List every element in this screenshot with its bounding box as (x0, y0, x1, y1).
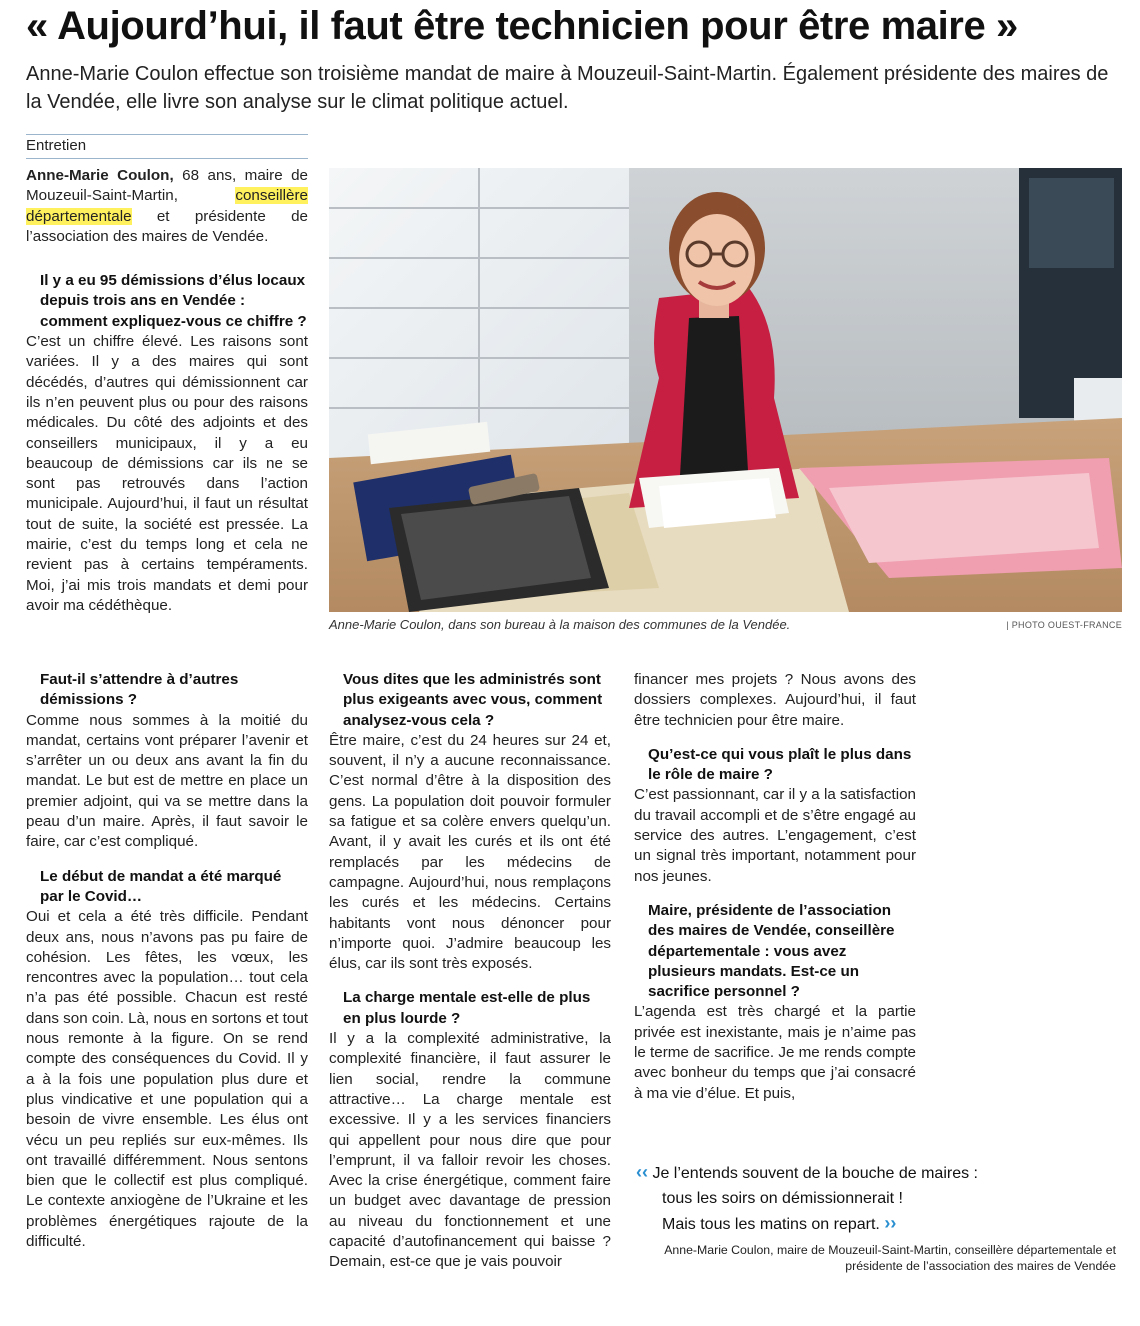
quote-open-icon: ‹‹ (636, 1162, 648, 1182)
answer-4: Être maire, c’est du 24 heures sur 24 et, souvent, il n’y a aucune reconnaissance. C’est normal d’être à la disposition des gens. La population doit pouvoir formuler sa fatigue et sa colère envers quelqu’un. Avant, il y avait les curés et ils ont été remplacés par les médecins de campagne. Aujourd’hui, nous remplaçons les curés et les médecins. Certains habitants vont nous dénoncer pour n’importe quoi. J’admire beaucoup les élus, car ils sont très exposés. (329, 731, 611, 973)
photo-caption: Anne-Marie Coulon, dans son bureau à la maison des communes de la Vendée. (329, 617, 791, 632)
answer-5-continued: financer mes projets ? Nous avons des dossiers complexes. Aujourd’hui, il faut être technicien pour être maire. (634, 671, 916, 729)
quote-text-1: Je l’entends souvent de la bouche de maires : (652, 1165, 978, 1182)
column-1-bottom (26, 670, 308, 1252)
answer-6: C’est passionnant, car il y a la satisfaction du travail accompli et de s’être engagé au service des autres. L’engagement, c’est un signal très important, notamment pour nos jeunes. (634, 786, 916, 885)
question-3: Le début de mandat a été marqué par le Covid… (40, 867, 282, 905)
pull-quote-line-3 (636, 1211, 1106, 1237)
column-3 (634, 670, 916, 1104)
standfirst: Anne-Marie Coulon effectue son troisième mandat de maire à Mouzeuil-Saint-Martin. Également présidente des maires de la Vendée, elle livre son analyse sur le climat politique actuel. (26, 63, 1109, 113)
answer-7: L’agenda est très chargé et la partie privée est inexistante, mais je n’aime pas le terme de sacrifice. Je me rends compte avec bonheur du temps que j’ai consacré à ma vie d’élue. Et puis, (634, 1003, 916, 1102)
column-2 (329, 670, 611, 1273)
quote-text-3: Mais tous les matins on repart. (662, 1216, 880, 1233)
question-7: Maire, présidente de l’association des maires de Vendée, conseillère départementale : vous avez plusieurs mandats. Est-ce un sacrifice personnel ? (648, 901, 895, 1001)
column-1-top (26, 166, 308, 616)
answer-5: Il y a la complexité administrative, la complexité financière, il faut assurer le lien social, rendre la commune attractive… La charge mentale est excessive. Il y a les services financiers qui appellent pour nous dire que pour l’emprunt, il va falloir revoir les choses. Avec la crise énergétique, comment faire un budget avec davantage de pression au niveau du fonctionnement et une capacité d’autofinancement qui baisse ? Demain, est-ce que je vais pouvoir (329, 1030, 611, 1271)
intro-paragraph (26, 166, 308, 247)
pull-quote (636, 1160, 1106, 1237)
question-4: Vous dites que les administrés sont plus exigeants avec vous, comment analysez-vous cela ? (343, 671, 603, 729)
answer-1: C’est un chiffre élevé. Les raisons sont variées. Il y a des maires qui sont décédés, d’autres qui démissionnent car ils n’en peuvent plus ou pour des raisons médicales. Du côté des adjoints et des conseillers municipaux, il y a eu beaucoup de démissions car ils ne se sont pas retrouvés dans l’action municipale. Aujourd’hui, il faut un résultat tout de suite, la société est pressée. La mairie, c’est du temps long et cela ne revient pas à certains tempéraments. Moi, j’ai mis trois mandats et demi pour avoir ma cédéthèque. (26, 333, 308, 614)
rubric-label: Entretien (26, 134, 308, 159)
answer-3: Oui et cela a été très difficile. Pendant deux ans, nous n’avons pas pu faire de cohésion. Les fêtes, les vœux, les rencontres avec la population… tout cela n’a pas été possible. Chacun est resté dans son coin. Là, nous en sortons et tout nous remonte à la figure. On se rend compte des conséquences du Covid. Il y a à la fois une population plus dure et plus vindicative et une population qui a besoin de vivre ensemble. Les élus ont vécu un peu repliés sur eux-mêmes. Ils ont travaillé différemment. Nous sentons bien que le collectif est plus compliqué. Le contexte anxiogène de l’Ukraine et les problèmes énergétiques rajoute de la difficulté. (26, 908, 308, 1251)
headline: « Aujourd’hui, il faut être technicien pour être maire » (26, 4, 1018, 48)
quote-attribution: Anne-Marie Coulon, maire de Mouzeuil-Saint-Martin, conseillère départementale et présidente de l’association des maires de Vendée (664, 1243, 1116, 1273)
answer-2: Comme nous sommes à la moitié du mandat, certains vont préparer l’avenir et s’arrêter un ou deux ans avant la fin du mandat. Le but est de mettre en place un premier adjoint, qui va se mettre dans la peau d’un maire. Après, il faut savoir le faire, car c’est compliqué. (26, 711, 308, 851)
question-5: La charge mentale est-elle de plus en plus lourde ? (343, 989, 591, 1027)
pull-quote-line-2: tous les soirs on démissionnerait ! (662, 1190, 903, 1207)
pull-quote-line-1 (636, 1160, 1106, 1186)
question-2: Faut-il s’attendre à d’autres démissions ? (40, 671, 239, 709)
intro-text-2: et présidente de l’association des maires de Vendée. (26, 207, 308, 245)
question-1: Il y a eu 95 démissions d’élus locaux depuis trois ans en Vendée : comment expliquez-vous ce chiffre ? (40, 272, 307, 330)
quote-close-icon: ›› (884, 1213, 897, 1233)
highlighted-text: conseillère départementale (26, 187, 308, 225)
intro-text-1: 68 ans, maire de Mouzeuil-Saint-Martin, (26, 167, 308, 205)
question-6: Qu’est-ce qui vous plaît le plus dans le rôle de maire ? (648, 745, 912, 784)
portrait-photo (329, 168, 1122, 612)
intro-name: Anne-Marie Coulon, (26, 167, 174, 184)
photo-credit: | PHOTO OUEST-FRANCE (1006, 620, 1122, 630)
